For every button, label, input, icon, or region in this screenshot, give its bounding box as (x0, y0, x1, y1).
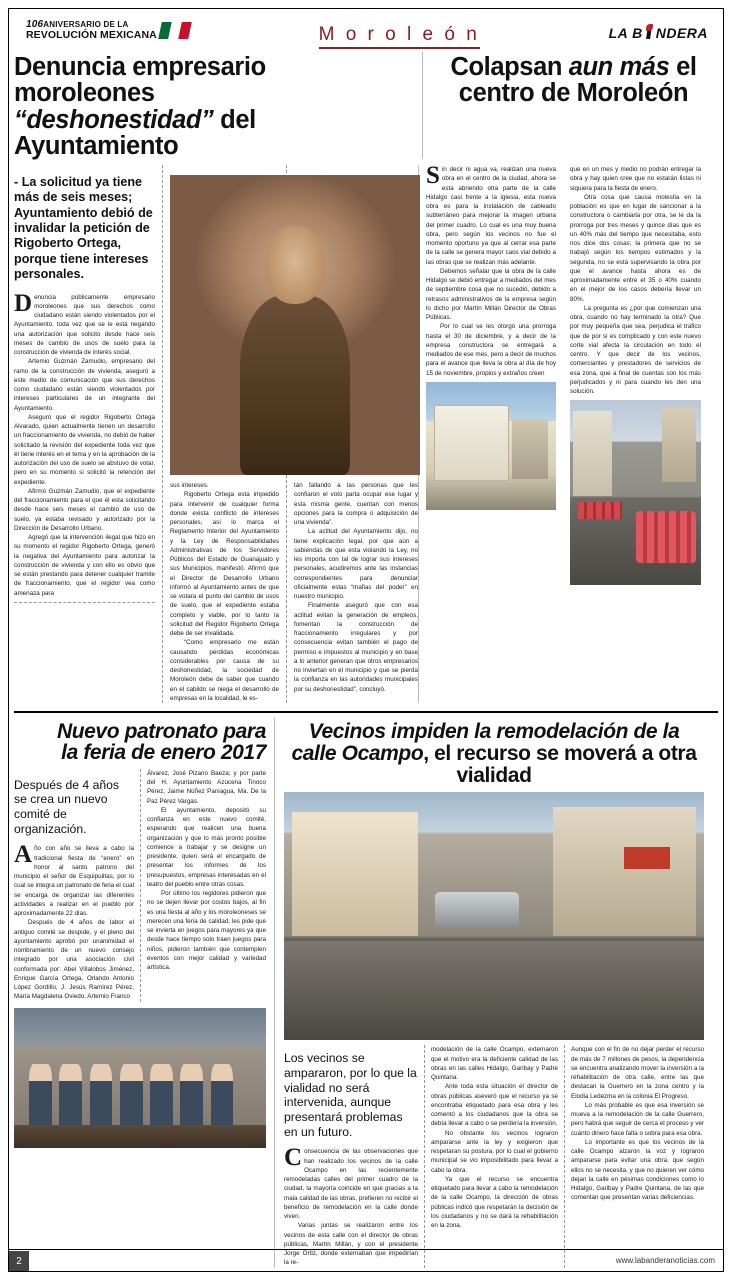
article-1-col2-text (170, 481, 279, 703)
article-1-headline-line1: Denuncia empresario moroleones (14, 53, 266, 108)
photo-building-left (292, 812, 418, 936)
paragraph: Por último los regidores pidieron que no se dejen llevar por costos bajos, al fin es una fiesta al año y los moroleoneses se merecen una feria de calidad, les pide que se invierta en juegos para mayores ya que desde hace tiempo solo traen juegos para niños, pidieron también que contemplen eventos con mejor calidad y variedad artística. (147, 890, 266, 972)
article-2-photo-house (426, 382, 556, 510)
photo-sign (624, 847, 670, 869)
article-1-column-2 (162, 165, 286, 703)
article-2-headline-b: el (669, 53, 697, 81)
article-3-col2-text (147, 769, 266, 973)
paragraph: tán fallando a las personas que les confiaron el voto parta ocupar ese lugar y esta misma gente, cuentan con menos opciones para la compra o adquisición de una vivienda”. (294, 482, 418, 526)
website-url[interactable]: www.labanderanoticias.com (615, 1256, 715, 1265)
paragraph: “Como empresario me están causando pérdidas económicas considerables por causa de su deshonestidad, la sociedad de Moroleón debe de saber que cuando en el cabildo se niega el desarrollo de empresas en la localidad, le es- (170, 639, 279, 702)
paragraph: Álvarez, José Pizano Baeza; y por parte del H. Ayuntamiento Azucena Tinoco Pérez, Jaime Núñez Paniagua, Ma. De la Paz Pérez Vargas. (147, 769, 266, 805)
paragraph: La actitud del Ayuntamiento dijo, no tiene explicación legal, por que aún a sabiendas de que esta violando la Ley, no les importa con tal de lograr sus intereses personales, acudiremos ante las instancias correspondientes para denunciar oficialmente estas “mafias del poder” en nuestro municipio. (294, 528, 418, 600)
article-4-headline (284, 721, 704, 786)
paragraph: Sin decir ni agua va, realizan una nueva obra en el centro de la ciudad, ahora se esta abriendo otra parte de la calle Hidalgo casi frente a la iglesia, esta nueva obra es para la instalación de cableado subterráneo para mejorar la imagen urbana del primer cuadro. Lo cual es una muy buena obra, pero según los vecinos no fue el momento oportuno ya que al cerrar esa parte de la calle se genera mayor caos vial debido a las obras que se realizan más adelante. (426, 162, 556, 266)
article-2-col1-text (426, 162, 556, 378)
article-1-col3-text (294, 481, 418, 694)
column-divider (14, 602, 155, 603)
article-4-column-2 (424, 1045, 564, 1267)
article-3-headline-line1: Nuevo patronato para (56, 720, 266, 743)
paragraph: Aunque con el fin de no dejar perder el recurso de más de 7 millones de pesos, la dependencia se encuentra analizando mover la inversión a la rehabilitación de otra calle, entre las que destacan la Guerrero en la zona centro y la Elodia Ledezma en la colonia El Progreso. (571, 1046, 704, 1100)
paragraph: Varias juntas se realizaron entre los vecinos de esta calle con el director de obras públicas, Martín Millán, y con el presidente Jorge Ortiz, donde externaban que impedirían la re- (284, 1222, 418, 1267)
paragraph: Lo más probable es que esa inversión se mueva a la remodelación de la calle Guerrero, pero habrá que seguir de cerca el proceso y ver cuánto dinero hace falta o sobra para esa obra. (571, 1101, 704, 1137)
article-3-column-2 (140, 769, 266, 1002)
article-1-column-1 (14, 165, 162, 703)
article-2-headline (433, 54, 714, 107)
brand-left-text: LA B (608, 25, 643, 41)
paragraph: Año con año se lleva a cabo la tradicional fiesta de “enero” en honor al santo patrono del municipio el señor de Esquipulitas, por lo cual se integra un patronato de feria el cual se encarga de organizar las diferentes actividades a realizar en el pueblo por aproximadamente 22 días. (14, 841, 134, 918)
article-2-photo-street (570, 400, 701, 585)
paragraph: que en un mes y medio no podrán entregar la obra y hay quien cree que no estarán listas ni siquiera para la fiesta de enero. (570, 166, 701, 192)
photo-road (284, 941, 704, 1040)
article-1-lede: - La solicitud ya tiene más de seis meses; Ayuntamiento debió de invalidar la petición de Rigoberto Ortega, porque tiene intereses personales. (14, 175, 153, 282)
paragraph: Finalmente aseguró que con esa actitud evitan la generación de empleos, fomentan la construcción de fraccionamiento irregulares y por consecuencia evitan también el pago de permiso e impuestos al municipio y en base a lo anterior generan que otros empresarios no inviertan en el municipio y que se pierda la confianza en las autoridades municipales por su deshonestidad”, concluyó. (294, 602, 418, 693)
photo-car (435, 892, 519, 927)
paragraph: Lo importante es que los vecinos de la calle Ocampo alzaron la voz y lograron ampararse para evitar una obra, que según ellos no se necesita, y que no quieren ver cómo dejan la calle en pésimas condiciones como lo Hidalgo, Garibay y Padre Quintana, de las que comentan que presentan varias deficiencias. (571, 1138, 704, 1202)
brand-right-text: NDERA (655, 25, 708, 41)
paragraph: Ante toda esta situación el director de obras públicas aseveró que el recurso ya se encontraba etiquetado para esa obra y les comentó a los ciudadanos que la obra se debía llevar a cabo o se perdería la inversión. (430, 1083, 559, 1128)
article-1-col1-text (14, 289, 155, 598)
paragraph: Artemio Guzmán Zamudio, empresario del ramo de la construcción de vivienda, aseguró a este medio de comunicación que sus derechos como ciudadano están siendo violentados por intereses particulares de un integrante del Ayuntamiento. (14, 358, 155, 412)
article-1-headline-rest: del Ayuntamiento (14, 105, 256, 160)
article-1-headline (14, 54, 412, 159)
article-4-photo (284, 792, 704, 1040)
paragraph: Rigoberto Ortega esta impedido para intervenir de cualquier forma donde exista conflicto de intereses personales, así lo marca el Reglamento Interior del Ayuntamiento y la Ley de Responsabilidades Administrativas de los Servidores Públicos del Estado de Guanajuato y sus Municipios, manifestó. Afirmó que el Director de Desarrollo Urbano informó al Ayuntamiento antes de que se votara el punto del cambio de usos de suelo, que el expediente estaba completo y viable, por lo tanto la solicitud del Regidor Rigoberto Ortega debe de ser invalidada. (170, 491, 279, 637)
masthead (14, 14, 718, 52)
article-2-column-2 (563, 165, 708, 703)
article-4-headline-rest: , el recurso se moverá a otra vialidad (423, 741, 697, 787)
article-2-col2-text (570, 165, 701, 396)
article-3-headline (14, 721, 266, 764)
article-3-columns (14, 769, 266, 1002)
article-4-col2-text (431, 1045, 558, 1230)
article-4-columns (284, 1045, 704, 1267)
mexican-flag-icon (158, 22, 192, 39)
photo-building-left (573, 411, 612, 496)
article-1-headline-quote: “deshonestidad” (14, 105, 214, 134)
article-4-column-1 (284, 1045, 424, 1267)
article-4-headline-em: Vecinos impiden la remodelación de la calle Ocampo (291, 720, 680, 765)
section-title: M o r o l e ó n (319, 24, 480, 49)
paragraph: Denuncia públicamente empresario moroleones que sus derechos como ciudadano están siendo violentados por el Ayuntamiento, toda vez que se le está negando una autorización que solicito desde hace seis meses de cambio de usos de suelo para la construcción de vivienda de interés social. (14, 289, 155, 357)
section-rule (14, 711, 718, 713)
flame-icon (645, 26, 654, 41)
paragraph: sus intereses. (170, 482, 209, 489)
top-headline-zone (14, 52, 718, 159)
photo-building-right (553, 807, 696, 936)
anniversary-text (26, 20, 157, 41)
article-4-column-3 (564, 1045, 704, 1267)
anniversary-number: 106 (26, 19, 44, 30)
article-3-col1-text (14, 841, 134, 1001)
photo-building-right (662, 408, 696, 482)
article-2-headline-line2: centro de Moroleón (458, 79, 689, 108)
article-2-headline-em: aun más (568, 53, 670, 81)
photo-pipes-secondary (578, 502, 623, 519)
page-number: 2 (9, 1251, 29, 1271)
article-3 (14, 717, 274, 1268)
paragraph: Por lo cual se les otorgó una prorroga hasta el 30 de diciembre, y a decir de la empresa constructora se entregará a mediados de ese mes, pero a decir de muchos para el avance que lleva la obra al día de hoy 15 de noviembre, propios y extraños creen (426, 323, 556, 377)
anniversary-line1-text: ANIVERSARIO DE LA (43, 20, 129, 29)
article-3-headline-line2: la feria de enero 2017 (61, 741, 266, 765)
paragraph: modelación de la calle Ocampo, externaron que el motivo era la deficiente calidad de las obras en las calles Hidalgo, Garibay y Padre Quintana. (430, 1046, 559, 1082)
paragraph: Aseguró que el regidor Rigoberto Ortega Alvarado, quien actualmente tienen un desarrollo un fraccionamiento de vivienda, no debió de haber solicitado la revisión del expediente toda vez que él tiene interés en el tema y en la aprobación de la autorización del uso de suelo se abstuvo de votar, pero en su momento si solicitó la retención del expediente. (14, 413, 155, 486)
paragraph: Ya que el recurso se encuentra etiquetado para llevar a cabo la remodelación de la calle Ocampo, la dirección de obras públicas indicó que respetarán la decisión de los ciudadanos y no se dará la rehabilitación en la zona. (430, 1175, 559, 1230)
article-4 (274, 717, 704, 1268)
article-3-lede: Después de 4 años se crea un nuevo comité de organización. (14, 777, 120, 836)
paragraph: Otra cosa que causa molestia en la población es que en lugar de sancionar a la constructora o cambiarla por otra, se le da la prorroga por tres meses y quince días que es un 40% más del tiempo que necesitaba, esto nos dice dos cosas; la primera que no se trabajó según los tiempos estimados y la segunda, no se está supervisando la obra por que el avance hasta ahora es de aproximadamente entre el 35 o 40% cuando en el mejor de los casos debería llevar un 80%. (570, 193, 701, 303)
bottom-zone (14, 717, 718, 1268)
paragraph: Después de 4 años de labor el antiguo comité se despide, y el pleno del ayuntamiento aprobó por unanimidad el nombramiento de un nuevo consejo integrado por una asociación civil conformada por: Abel Villalobos Jiménez, Enrique García Ortega, Orlando Antonio López Gordillo, J. Jesús Ramírez Pérez, María Magdalena Oviedo, Artemio Franco (14, 919, 134, 1001)
paragraph: La pregunta es ¿por que comienzan una obra, cuando no hay terminado la otra? Que por muy pequeña que sea, perjudica el trafico que de por si es complicado y con este nuevo corte vial afecta la circulación en todo el centro. Y que decir de los vecinos, comerciantes y prestadores de servicios de esa zona, que a final de cuentas son los más perjudicados y ni para cuando les den una solución. (570, 304, 701, 395)
anniversary-logo (26, 20, 190, 41)
article-3-column-1 (14, 769, 140, 1002)
article-1-photo (170, 175, 420, 475)
photo-pipes (636, 511, 696, 563)
paragraph: El ayuntamiento, depositó su confianza en este nuevo comité, esperando que realicen una buena organización y que lo más pronto posible comience a trabajar y se designe un presidente, quien será el encargado de presentar los informes de los presupuestos, empresas interesadas en el teatro del pueblo entre otras cosas. (147, 806, 266, 888)
paragraph: No obstante los vecinos lograron ampararse ante la ley y exigieron que respetaran su postura, por lo cual el gobierno municipal se vio imposibilitado para llevar a cabo la obra. (430, 1129, 559, 1174)
article-4-col3-text (571, 1045, 704, 1202)
paragraph: Afirmó Guzmán Zamudio, que el expediente del fraccionamiento para el que él esta solicitando desde hace seis meses el cambio de uso de suelo, ya estaba revisado y autorizado por la Dirección de Desarrollo Urbano. (14, 487, 155, 532)
article-2-headline-a: Colapsan (450, 53, 569, 81)
newspaper-logo (609, 25, 708, 41)
article-3-photo (14, 1008, 266, 1148)
paragraph: Agregó que la intervención ilegal que hizo en su momento el regidor Rigoberto Ortega, generó la negativa del Ayuntamiento para autorizar la construcción de vivienda y con ello es obvio que se están prestando para detener cualquier tramite de fraccionamiento, que el regidor vea como amenaza para (14, 534, 155, 597)
anniversary-line2: REVOLUCIÓN MEXICANA (26, 29, 157, 41)
article-2-column-1 (418, 162, 563, 703)
article-1-header (14, 52, 422, 159)
photo-table (14, 1125, 266, 1147)
articles-top-body (14, 162, 718, 703)
article-4-lede: Los vecinos se ampararon, por lo que la vialidad no será intervenida, aunque presentará problemas en un futuro. (284, 1051, 417, 1139)
page-footer (9, 1249, 723, 1271)
paragraph: Consecuencia de las observaciones que han realizado los vecinos de la calle Ocampo en las recientemente remodeladas calles del primer cuadro de la ciudad, la mayoría coincide en que gracias a la mala calidad de las obras, prefieren no recibir el beneficio de remodelación en la calle donde viven. (284, 1144, 418, 1221)
paragraph: Debemos señalar que la obra de la calle Hidalgo se debió entregar a mediados del mes de septiembre cosa que no sucedió, debido a retrasos administrativos de la empresa según lo dicho por Martín Millán Director de Obras Públicas. (426, 267, 556, 321)
article-2-header (422, 52, 714, 159)
